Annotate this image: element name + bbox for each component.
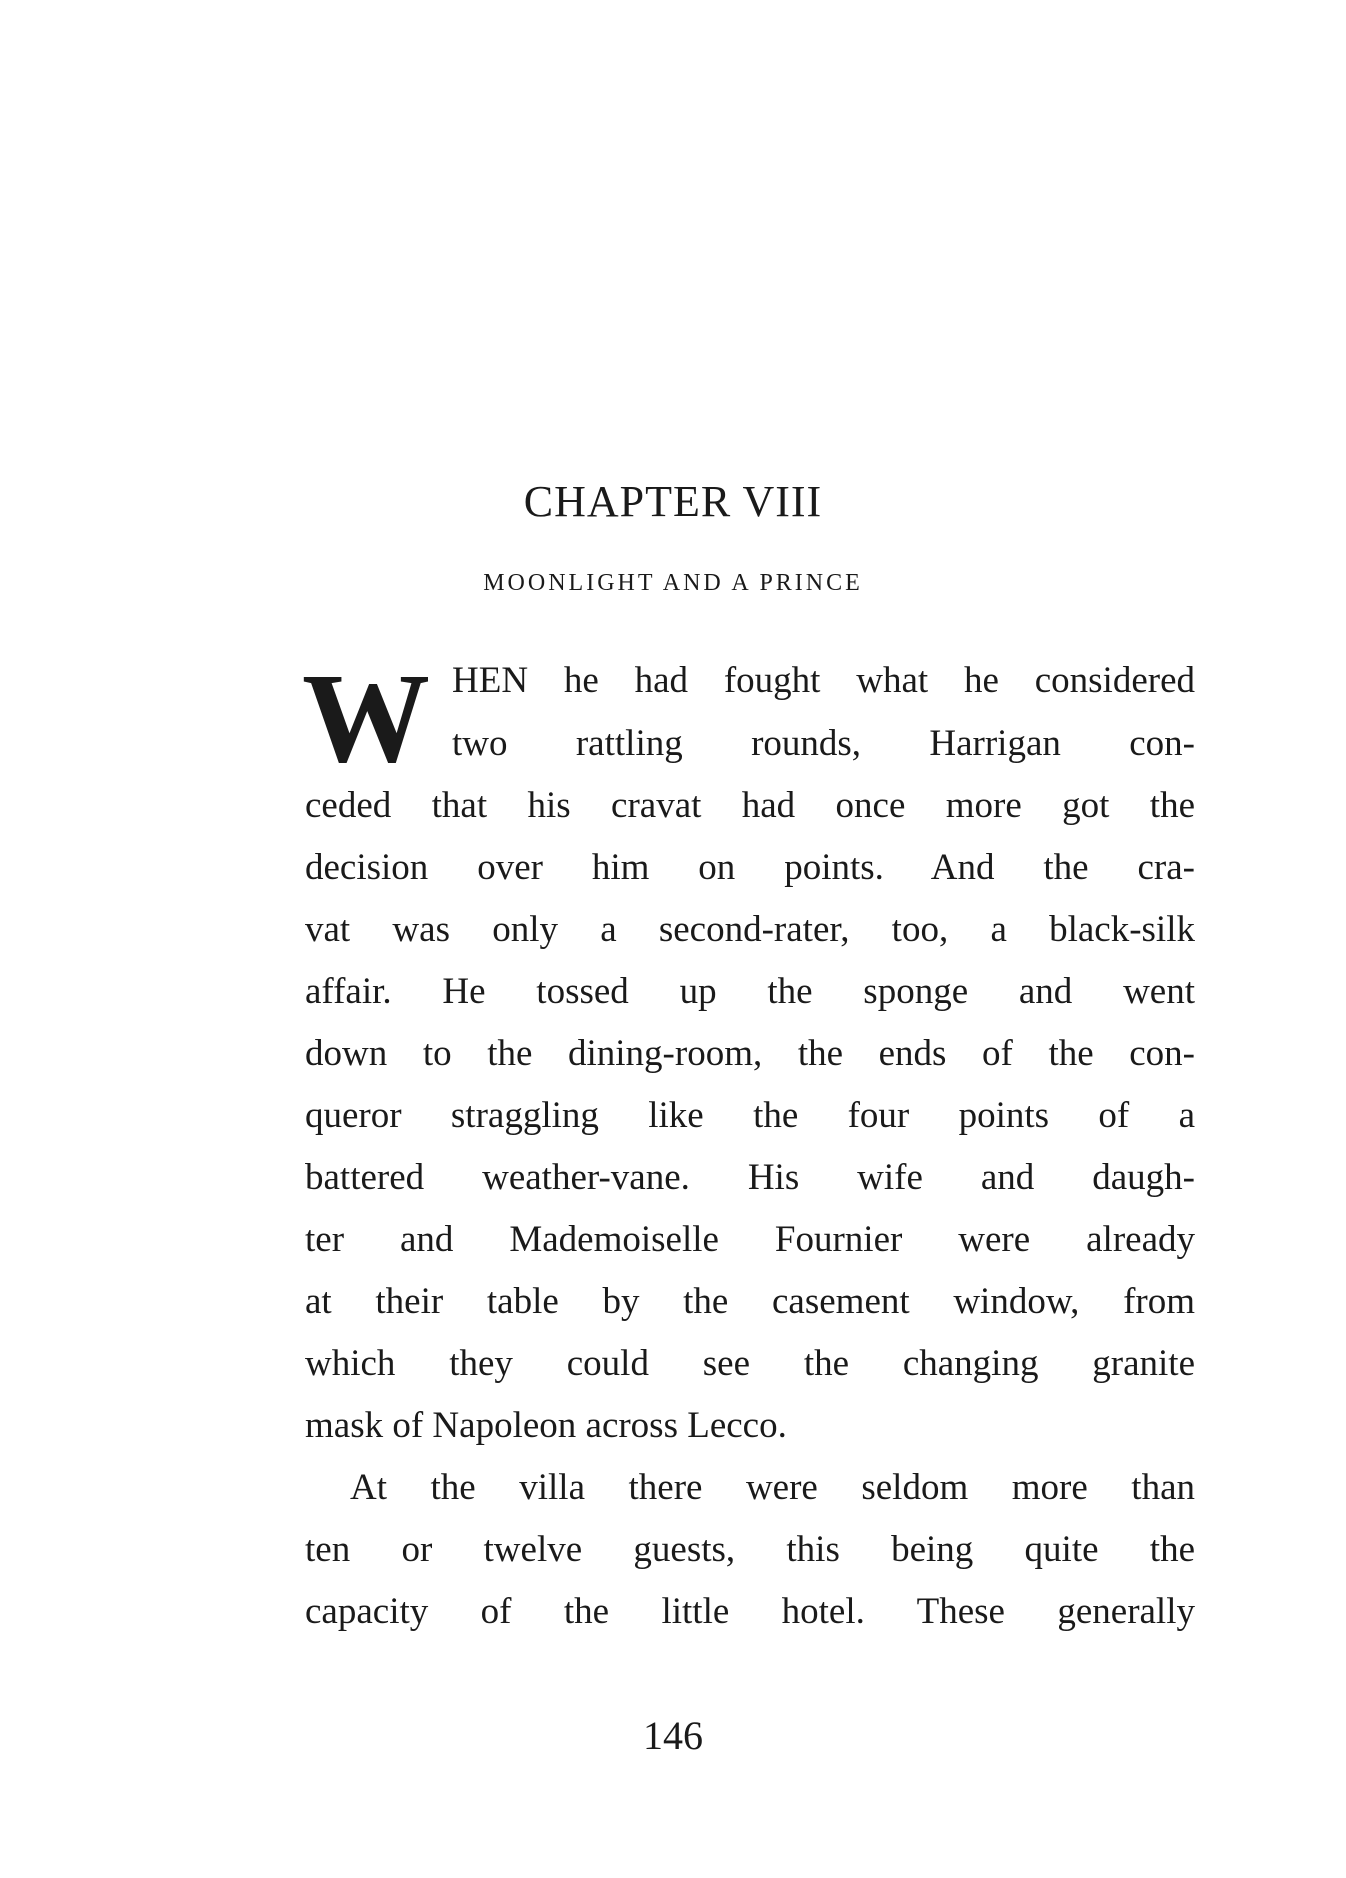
text-line: mask of Napoleon across Lecco. [305,1405,787,1446]
text-line: affair. He tossed up the sponge and went [305,971,1195,1012]
text-line: decision over him on points. And the cra- [305,847,1195,888]
text-line: vat was only a second-rater, too, a black-silk [305,909,1195,950]
text-line: at their table by the casement window, from [305,1281,1195,1322]
text-line: ter and Mademoiselle Fournier were already [305,1219,1195,1260]
text-line: two rattling rounds, Harrigan con- [452,723,1195,764]
text-line: battered weather-vane. His wife and daugh- [305,1157,1195,1198]
page-number: 146 [643,1713,703,1758]
text-line: queror straggling like the four points of a [305,1095,1195,1136]
chapter-subtitle: MOONLIGHT AND A PRINCE [483,570,863,596]
text-line: ceded that his cravat had once more got the [305,785,1195,826]
text-line: capacity of the little hotel. These generally [305,1591,1195,1632]
drop-cap: W [302,647,430,789]
text-line: HEN he had fought what he considered [452,660,1195,701]
text-line: which they could see the changing granite [305,1343,1195,1384]
text-line: ten or twelve guests, this being quite the [305,1529,1195,1570]
text-line: At the villa there were seldom more than [350,1467,1195,1508]
text-line: down to the dining-room, the ends of the con- [305,1033,1195,1074]
chapter-title: CHAPTER VIII [523,477,823,526]
